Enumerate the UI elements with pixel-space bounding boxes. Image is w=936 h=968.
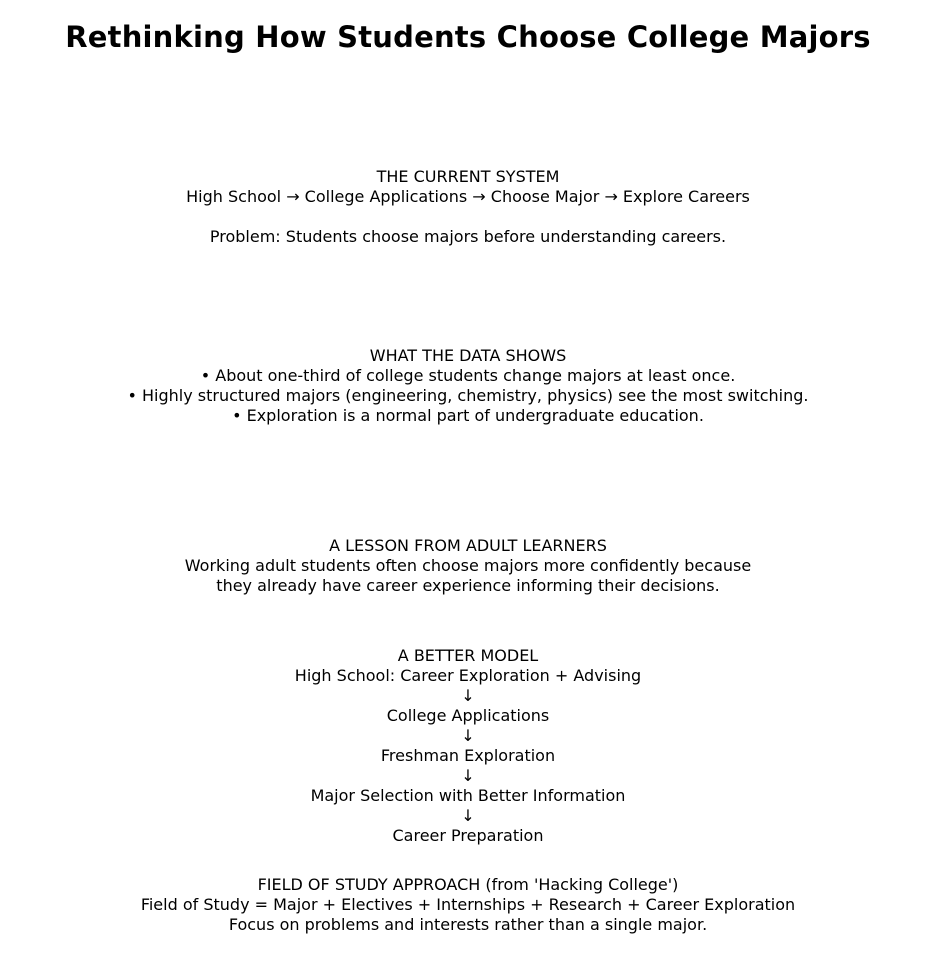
bullet-item: • Exploration is a normal part of undergraduate education. [232, 406, 704, 425]
section-field-of-study-approach [0, 875, 936, 935]
down-arrow-icon: ↓ [461, 806, 475, 825]
section-lesson-from-adult-learners [0, 536, 936, 596]
section-heading: FIELD OF STUDY APPROACH (from 'Hacking College') [257, 875, 679, 894]
flow-step: Career Preparation [392, 826, 544, 845]
page-title: Rethinking How Students Choose College Majors [65, 20, 871, 54]
section-better-model [0, 646, 936, 846]
blank-line [0, 207, 936, 227]
problem-statement: Problem: Students choose majors before understanding careers. [209, 227, 727, 246]
section-what-the-data-shows [0, 346, 936, 426]
formula-line: Field of Study = Major + Electives + Internships + Research + Career Exploration [140, 895, 796, 914]
section-heading: A LESSON FROM ADULT LEARNERS [329, 536, 607, 555]
text-line: Focus on problems and interests rather than a single major. [228, 915, 708, 934]
section-heading: WHAT THE DATA SHOWS [369, 346, 567, 365]
section-heading: A BETTER MODEL [397, 646, 539, 665]
flow-steps-line: High School → College Applications → Choose Major → Explore Careers [186, 187, 750, 206]
text-line: they already have career experience informing their decisions. [216, 576, 720, 595]
section-heading: THE CURRENT SYSTEM [376, 167, 560, 186]
flow-step: High School: Career Exploration + Advising [294, 666, 642, 685]
flow-step: Major Selection with Better Information [310, 786, 626, 805]
down-arrow-icon: ↓ [461, 766, 475, 785]
section-current-system [0, 167, 936, 247]
down-arrow-icon: ↓ [461, 686, 475, 705]
text-line: Working adult students often choose majors more confidently because [184, 556, 752, 575]
down-arrow-icon: ↓ [461, 726, 475, 745]
flow-step: Freshman Exploration [380, 746, 556, 765]
bullet-item: • Highly structured majors (engineering, chemistry, physics) see the most switching. [127, 386, 809, 405]
flow-step: College Applications [386, 706, 550, 725]
bullet-item: • About one-third of college students change majors at least once. [200, 366, 736, 385]
